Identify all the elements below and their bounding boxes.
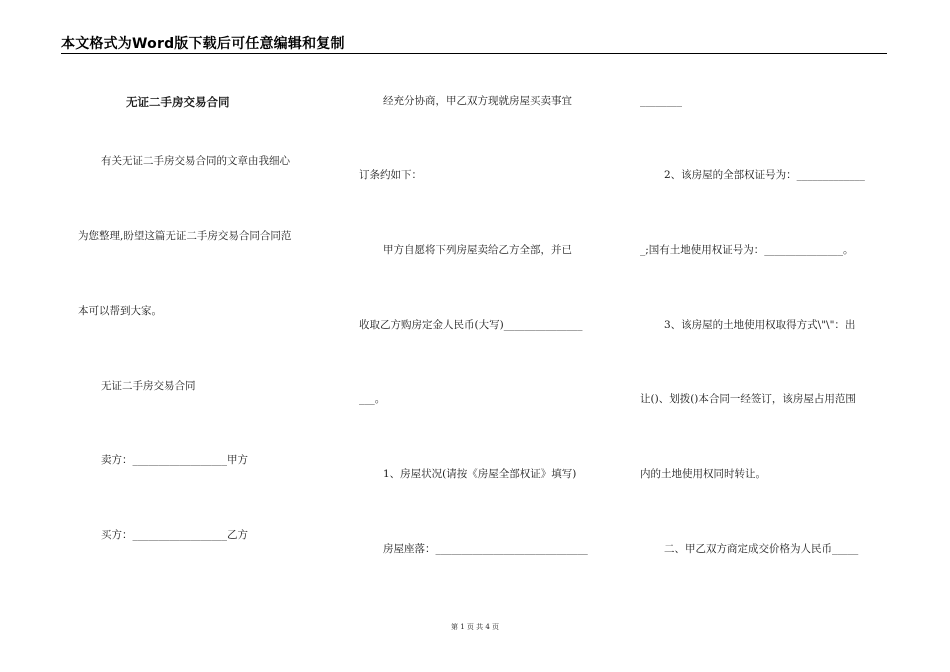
right-line-1: ________ [640, 95, 682, 107]
page-number: 第 1 页 共 4 页 [450, 623, 500, 631]
intro-paragraph-line-3: 本可以帮到大家。 [78, 305, 162, 317]
header-divider [61, 53, 887, 54]
intro-paragraph-line-2: 为您整理,盼望这篇无证二手房交易合同合同范 [78, 230, 292, 242]
middle-line-5: ___。 [359, 393, 386, 405]
contract-subtitle: 无证二手房交易合同 [101, 380, 196, 392]
middle-line-2: 订条约如下： [359, 169, 422, 181]
middle-line-1: 经充分协商，甲乙双方现就房屋买卖事宜 [383, 95, 572, 107]
right-line-5: 让()、划拨()本合同一经签订，该房屋占用范围 [640, 393, 856, 405]
right-line-6: 内的土地使用权同时转让。 [640, 468, 766, 480]
middle-line-3: 甲方自愿将下列房屋卖给乙方全部，并已 [383, 244, 572, 256]
document-header-title: 本文格式为Word版下载后可任意编辑和复制 [61, 36, 345, 52]
land-use-acquisition-line: 3、该房屋的土地使用权取得方式\"\"：出 [664, 319, 856, 331]
buyer-field: 买方：__________________乙方 [101, 529, 248, 541]
intro-paragraph-line-1: 有关无证二手房交易合同的文章由我细心 [101, 155, 290, 167]
property-location-field: 房屋座落：_____________________________ [383, 543, 588, 555]
property-status-heading: 1、房屋状况(请按《房屋全部权证》填写) [383, 468, 577, 480]
land-use-certificate-field: _;国有土地使用权证号为：_______________。 [640, 244, 854, 256]
transaction-price-line: 二、甲乙双方商定成交价格为人民币_____ [664, 543, 859, 555]
contract-title: 无证二手房交易合同 [126, 95, 230, 109]
ownership-certificate-field: 2、该房屋的全部权证号为：_____________ [664, 169, 865, 181]
deposit-amount-line: 收取乙方购房定金人民币(大写)_______________ [359, 319, 583, 331]
seller-field: 卖方：__________________甲方 [101, 454, 248, 466]
